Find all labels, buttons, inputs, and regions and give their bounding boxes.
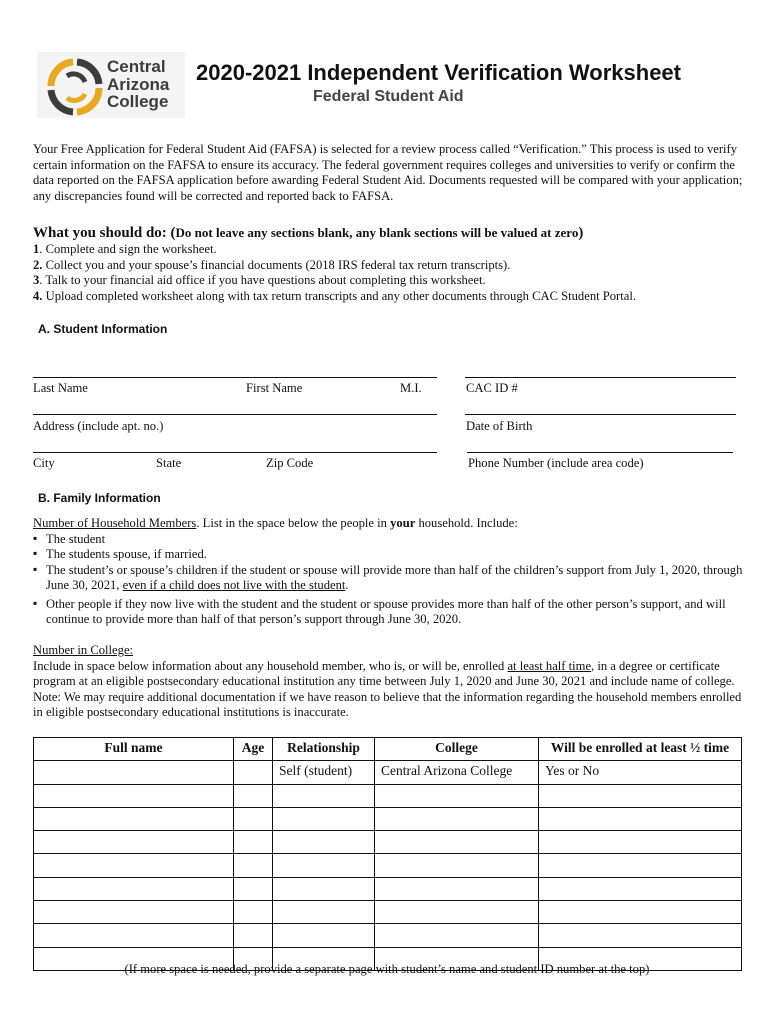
page-subtitle: Federal Student Aid xyxy=(313,88,464,105)
table-cell[interactable] xyxy=(273,901,375,924)
table-cell[interactable] xyxy=(234,877,273,900)
table-cell[interactable] xyxy=(34,924,234,947)
table-cell[interactable] xyxy=(539,877,742,900)
first-name-label: First Name xyxy=(246,381,303,395)
column-header-age: Age xyxy=(234,738,273,761)
todo-heading-close: ) xyxy=(578,225,584,241)
college-heading: Number in College: xyxy=(33,643,134,657)
list-item: ▪ Other people if they now live with the student and the student or spouse provides more than half of the other person’s support, and will continue to provide more than half of that person’s support through June 30, 2020. xyxy=(33,597,746,628)
table-cell[interactable] xyxy=(234,901,273,924)
zip-label: Zip Code xyxy=(266,456,314,470)
table-cell[interactable] xyxy=(375,831,539,854)
column-header-relationship: Relationship xyxy=(273,738,375,761)
list-item: ▪ The student’s or spouse’s children if the student or spouse will provide more than half of the children’s support from July 1, 2020, through June 30, 2021, even if a child does not live with the student. xyxy=(33,563,746,594)
table-cell[interactable] xyxy=(273,877,375,900)
phone-label: Phone Number (include area code) xyxy=(468,456,644,470)
list-item: ▪ The student xyxy=(33,532,746,548)
state-label: State xyxy=(156,456,182,470)
table-row xyxy=(34,901,742,924)
todo-heading xyxy=(33,225,583,242)
table-cell[interactable] xyxy=(34,761,234,784)
footer-note: (If more space is needed, provide a separate page with student’s name and student ID number at the top) xyxy=(124,962,650,976)
household-heading: Number of Household Members xyxy=(33,516,197,530)
table-cell[interactable] xyxy=(273,924,375,947)
todo-step: 2. Collect you and your spouse’s financial documents (2018 IRS federal tax return transcripts). xyxy=(33,257,511,272)
todo-step: 1. Complete and sign the worksheet. xyxy=(33,242,217,256)
section-a-heading: A. Student Information xyxy=(38,322,168,336)
table-cell[interactable] xyxy=(539,854,742,877)
household-block xyxy=(33,516,746,628)
table-row xyxy=(34,854,742,877)
table-cell[interactable] xyxy=(234,854,273,877)
table-cell[interactable] xyxy=(375,924,539,947)
column-header-enrolled: Will be enrolled at least ½ time xyxy=(539,738,742,761)
table-row xyxy=(34,784,742,807)
address-input-line[interactable] xyxy=(33,414,437,415)
todo-step: 4. Upload completed worksheet along with tax return transcripts and any other documents through CAC Student Portal. xyxy=(33,288,636,303)
table-cell[interactable] xyxy=(34,877,234,900)
household-intro: Number of Household Members. List in the space below the people in your household. Include: xyxy=(33,516,518,530)
table-row xyxy=(34,807,742,830)
last-name-label: Last Name xyxy=(33,381,88,395)
college-note: Note: We may require additional documentation if we have reason to believe that the information regarding the household members enrolled in eligible postsecondary educational institutions is inaccurate. xyxy=(33,689,742,719)
table-cell[interactable] xyxy=(375,807,539,830)
column-header-college: College xyxy=(375,738,539,761)
table-cell[interactable] xyxy=(273,807,375,830)
table-cell[interactable] xyxy=(375,877,539,900)
household-bullets xyxy=(33,532,746,628)
household-college-table xyxy=(33,737,742,971)
cac-id-label: CAC ID # xyxy=(466,381,518,395)
todo-heading-lead: What you should do: ( xyxy=(33,225,176,241)
table-cell[interactable] xyxy=(273,854,375,877)
list-item: ▪ The students spouse, if married. xyxy=(33,547,746,563)
college-instructions: Include in space below information about any household member, who is, or will be, enrolled at least half time, in a degree or certificate program at an eligible postsecondary educational institution any time between July 1, 2020 and June 30, 2021 and include name of college. xyxy=(33,658,735,688)
table-cell[interactable] xyxy=(273,831,375,854)
cac-id-input-line[interactable] xyxy=(465,377,736,378)
middle-initial-label: M.I. xyxy=(400,381,422,395)
table-cell[interactable] xyxy=(34,854,234,877)
table-cell[interactable] xyxy=(34,831,234,854)
logo-line: Arizona xyxy=(107,74,170,94)
phone-input-line[interactable] xyxy=(467,452,733,453)
table-row xyxy=(34,761,742,784)
table-cell[interactable] xyxy=(234,784,273,807)
table-cell[interactable] xyxy=(375,854,539,877)
table-cell[interactable] xyxy=(234,761,273,784)
address-label: Address (include apt. no.) xyxy=(33,419,164,433)
table-cell: Self (student) xyxy=(273,761,375,784)
table-cell[interactable] xyxy=(34,901,234,924)
table-cell[interactable] xyxy=(234,807,273,830)
table-cell[interactable] xyxy=(375,784,539,807)
table-cell[interactable] xyxy=(34,784,234,807)
table-cell[interactable]: Yes or No xyxy=(539,761,742,784)
table-row xyxy=(34,924,742,947)
logo-line: Central xyxy=(107,57,166,76)
table-header-row xyxy=(34,738,742,761)
college-block xyxy=(33,643,746,721)
table-cell[interactable] xyxy=(539,901,742,924)
table-cell[interactable] xyxy=(375,901,539,924)
todo-list xyxy=(33,242,746,304)
table-cell: Central Arizona College xyxy=(375,761,539,784)
dob-label: Date of Birth xyxy=(466,419,533,433)
table-cell[interactable] xyxy=(234,831,273,854)
city-state-zip-input-line[interactable] xyxy=(33,452,437,453)
table-cell[interactable] xyxy=(539,784,742,807)
table-cell[interactable] xyxy=(539,807,742,830)
page-title: 2020-2021 Independent Verification Worksheet xyxy=(196,60,681,85)
table-cell[interactable] xyxy=(234,924,273,947)
todo-step: 3. Talk to your financial aid office if you have questions about completing this worksheet. xyxy=(33,273,486,287)
table-cell[interactable] xyxy=(34,807,234,830)
section-b-heading: B. Family Information xyxy=(38,491,161,505)
table-cell[interactable] xyxy=(539,924,742,947)
dob-input-line[interactable] xyxy=(465,414,736,415)
table-cell[interactable] xyxy=(273,784,375,807)
logo-line: College xyxy=(107,92,169,111)
intro-paragraph: Your Free Application for Federal Student Aid (FAFSA) is selected for a review process called “Verification.” This process is used to verify certain information on the FAFSA to ensure its accuracy. The federal government requires colleges and universities to verify or confirm the data reported on the FAFSA application before awarding Federal Student Aid. Documents requested will be compared with your application; any discrepancies found will be corrected and reported back to FAFSA. xyxy=(33,142,743,203)
city-label: City xyxy=(33,456,55,470)
todo-heading-warning: Do not leave any sections blank, any blank sections will be valued at zero xyxy=(175,225,579,240)
column-header-full-name: Full name xyxy=(34,738,234,761)
name-input-line[interactable] xyxy=(33,377,437,378)
logo-text xyxy=(107,58,169,111)
table-row xyxy=(34,831,742,854)
table-cell[interactable] xyxy=(539,831,742,854)
table-row xyxy=(34,877,742,900)
